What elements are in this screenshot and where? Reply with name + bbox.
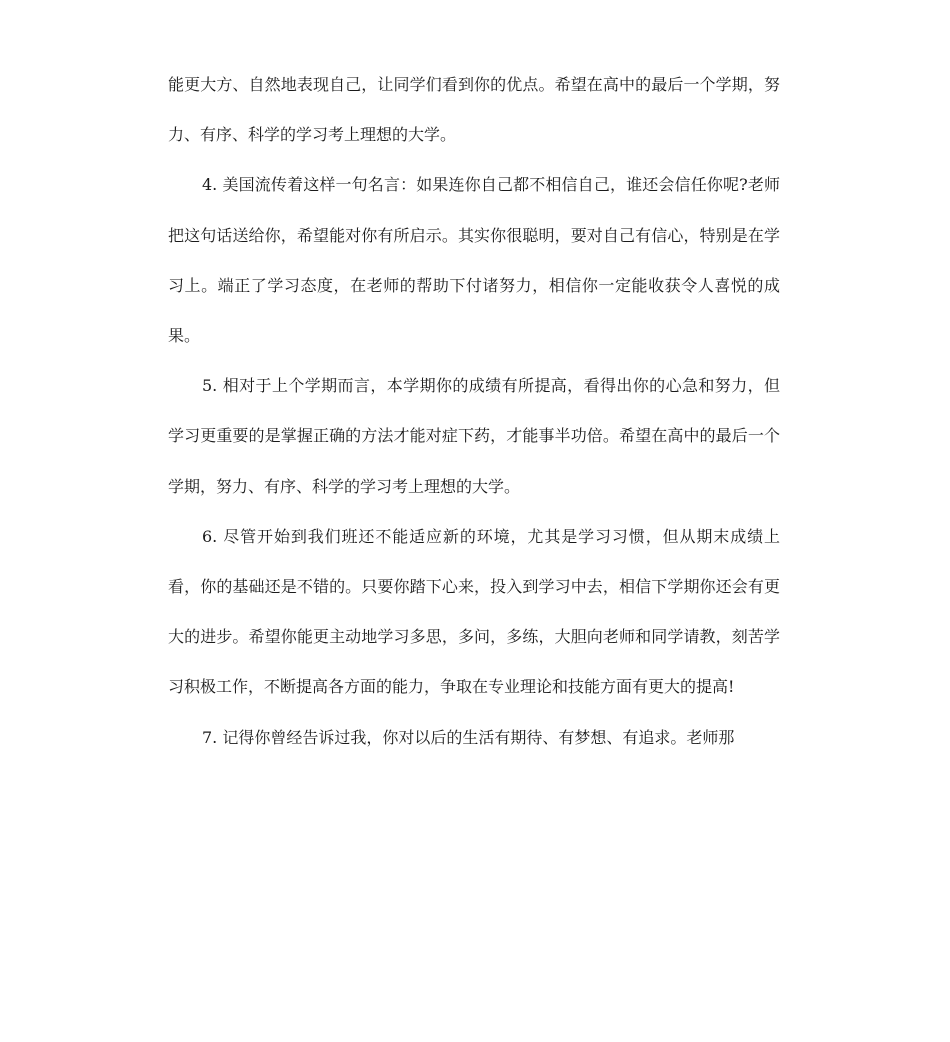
paragraph-4: 4. 美国流传着这样一句名言：如果连你自己都不相信自己，谁还会信任你呢?老师把这句话送给你，希望能对你有所启示。其实你很聪明，要对自己有信心，特别是在学习上。端正了学习态度，在老师的帮助下付诸努力，相信你一定能收获令人喜悦的成果。 — [168, 175, 780, 346]
paragraph-continued: 能更大方、自然地表现自己，让同学们看到你的优点。希望在高中的最后一个学期，努力、有序、科学的学习考上理想的大学。 — [168, 75, 780, 145]
paragraph-5: 5. 相对于上个学期而言，本学期你的成绩有所提高，看得出你的心急和努力，但学习更重要的是掌握正确的方法才能对症下药，才能事半功倍。希望在高中的最后一个学期，努力、有序、科学的学习考上理想的大学。 — [168, 376, 780, 496]
document-body — [168, 60, 780, 763]
paragraph-7: 7. 记得你曾经告诉过我，你对以后的生活有期待、有梦想、有追求。老师那 — [202, 727, 735, 747]
paragraph-6: 6. 尽管开始到我们班还不能适应新的环境，尤其是学习习惯，但从期末成绩上看，你的基础还是不错的。只要你踏下心来，投入到学习中去，相信下学期你还会有更大的进步。希望你能更主动地学习多思，多问，多练，大胆向老师和同学请教，刻苦学习积极工作，不断提高各方面的能力，争取在专业理论和技能方面有更大的提高! — [168, 526, 780, 697]
